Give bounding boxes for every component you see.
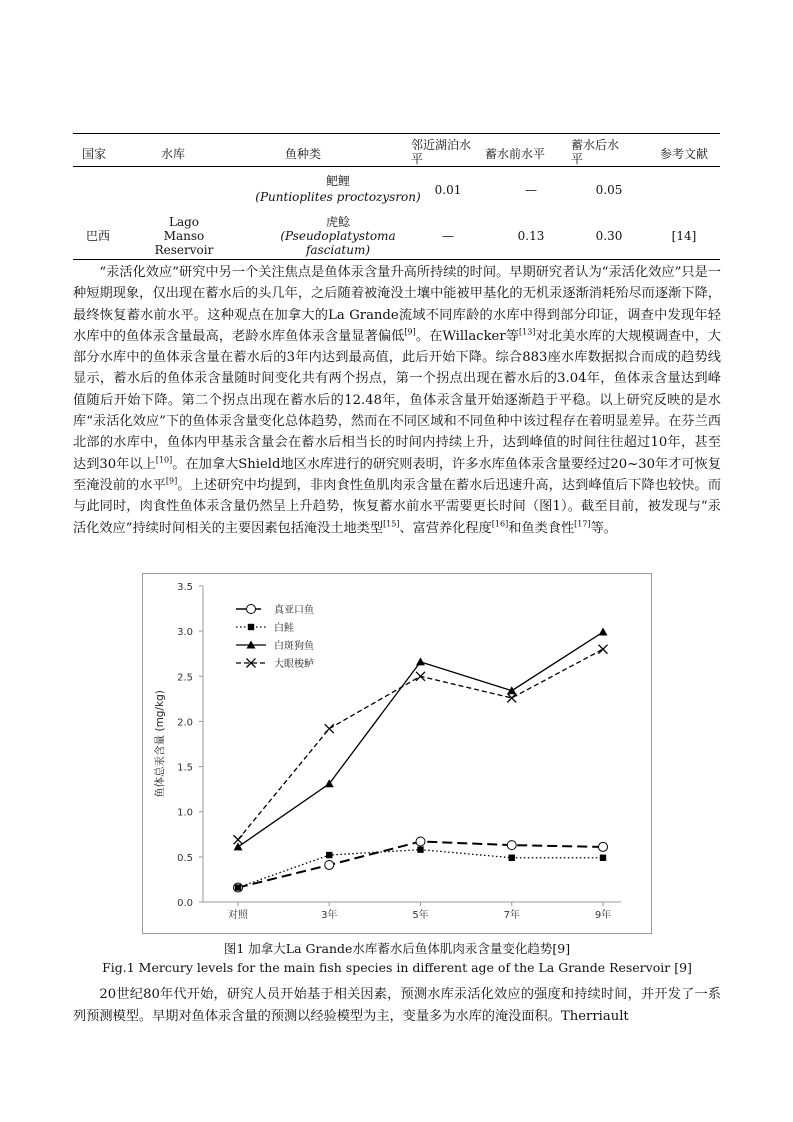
data-point — [416, 837, 425, 846]
y-tick-label: 0.0 — [177, 898, 193, 909]
x-tick-label: 7年 — [503, 910, 520, 921]
legend-marker — [248, 624, 254, 630]
series-line — [238, 850, 603, 888]
figure-caption-en: Fig.1 Mercury levels for the main fish species in different age of the La Grande Reservoir [9] — [102, 960, 692, 975]
data-point — [599, 628, 608, 636]
species-cn: 虎鲶 — [325, 215, 350, 229]
paragraph-text: 20世纪80年代开始，研究人员开始基于相关因素，预测水库汞活化效应的强度和持续时间，并开发了一系列预测模型。早期对鱼体汞含量的预测以经验模型为主，变量多为水库的淹没面积。Therriault — [73, 987, 721, 1024]
text-run: “汞活化效应”研究中另一个关注焦点是鱼体汞含量升高所持续的时间。早期研究者认为“汞活化效应”只是一种短期现象，仅出现在蓄水后的头几年，之后随着被淹没土壤中能被甲基化的无机汞逐渐消耗殆尽而逐渐下降，最终恢复蓄水前水平。这种观点在加拿大的La Grande流域不同库龄的水库中得到部分印证，调查中发现年轻水库中的鱼体汞含量最高，老龄水库鱼体汞含量显著偏低 — [73, 265, 721, 344]
header-reference: 参考文献 — [660, 147, 709, 161]
header-country: 国家 — [82, 147, 107, 161]
citation: [9] — [165, 476, 178, 486]
figure-caption-cn: 图1 加拿大La Grande水库蓄水后鱼体肌肉汞含量变化趋势[9] — [223, 941, 571, 956]
data-point — [326, 852, 332, 858]
species-cn: 鲃鲤 — [325, 174, 350, 188]
data-point — [507, 841, 516, 850]
line-chart — [143, 574, 651, 933]
after-level: 0.05 — [595, 183, 623, 197]
x-tick-label: 9年 — [594, 910, 612, 921]
text-run: 。在Willacker等 — [415, 328, 519, 344]
table-header-rule — [73, 166, 720, 167]
header-reservoir: 水库 — [161, 147, 186, 161]
table-row — [73, 174, 720, 214]
data-point — [235, 884, 241, 890]
y-tick-label: 1.5 — [177, 762, 193, 774]
citation: [16] — [491, 519, 509, 529]
text-run: 。上述研究中均提到，非肉食性鱼肌肉汞含量在蓄水后迅速升高，达到峰值后下降也较快。而与此同时，肉食性鱼体汞含量仍然呈上升趋势，恢复蓄水前水平需要更长时间（图1）。截至目前，被发现与“汞活化效应”持续时间相关的主要因素包括淹没土地类型 — [73, 477, 722, 536]
data-point — [325, 860, 334, 869]
data-point — [599, 842, 608, 851]
lake-level: — — [442, 229, 454, 243]
citation: [13] — [519, 327, 536, 337]
table-header — [73, 134, 720, 174]
y-tick-label: 1.0 — [177, 807, 193, 819]
figure-frame — [142, 573, 652, 934]
header-before-level: 蓄水前水平 — [485, 147, 546, 161]
body-paragraph — [73, 262, 721, 539]
paragraph-text — [73, 262, 721, 539]
text-run: 。在加拿大Shield地区水库进行的研究则表明，许多水库鱼体汞含量要经过20~30年才可恢复至淹没前的水平 — [73, 456, 722, 493]
lake-level: 0.01 — [434, 183, 462, 197]
header-species: 鱼种类 — [285, 147, 322, 161]
text-run: 等。 — [590, 520, 617, 536]
body-paragraph-2 — [73, 984, 721, 1027]
y-tick-label: 3.0 — [177, 627, 193, 639]
y-tick-label: 0.5 — [177, 852, 193, 864]
citation: [10] — [155, 455, 173, 465]
reference: [14] — [671, 229, 697, 243]
text-run: 对北美水库的大规模调查中，大部分水库中的鱼体汞含量在蓄水后的3年内达到最高值，此后开始下降。综合883座水库数据拟合而成的趋势线显示，蓄水后的鱼体汞含量随时间变化共有两个拐点，第一个拐点出现在蓄水后的3.04年，鱼体汞含量达到峰值随后开始下降。第二个拐点出现在蓄水后的12.48年，鱼体汞含量开始逐渐趋于平稳。以上研究反映的是水库“汞活化效应”下的鱼体汞含量变化总体趋势，然而在不同区域和不同鱼种中该过程存在着明显差异。在芬兰西北部的水库中，鱼体内甲基汞含量会在蓄水后相当长的时间内持续上升，达到峰值的时间往往超过10年，甚至达到30年以上 — [73, 328, 722, 472]
data-point — [509, 855, 515, 861]
data-point — [325, 724, 334, 733]
series-line — [238, 649, 603, 840]
citation: [9] — [404, 327, 416, 337]
text-run: 、富营养化程度 — [399, 520, 492, 536]
data-point — [416, 657, 425, 665]
legend-marker — [247, 605, 256, 614]
data-point — [416, 672, 425, 681]
y-tick-label: 2.0 — [177, 717, 193, 729]
legend-label: 真亚口鱼 — [274, 605, 314, 616]
citation: [17] — [574, 519, 591, 529]
y-axis-label: 鱼体总汞含量 (mg/kg) — [154, 690, 166, 798]
before-level: — — [525, 183, 537, 197]
x-tick-label: 5年 — [412, 910, 429, 921]
y-tick-label: 2.5 — [177, 672, 193, 684]
before-level: 0.13 — [517, 229, 545, 243]
table-bottom-rule — [73, 259, 720, 260]
legend-label: 大眼梭鲈 — [274, 659, 314, 670]
species-latin: (Pseudoplatystoma fasciatum) — [280, 229, 396, 257]
data-point — [507, 693, 516, 702]
legend-label: 白斑狗鱼 — [274, 641, 314, 652]
x-tick-label: 3年 — [321, 910, 338, 921]
header-lake-level: 邻近湖泊水平 — [411, 138, 472, 166]
x-tick-label: 对照 — [228, 910, 248, 921]
data-point — [417, 846, 423, 852]
data-point — [600, 855, 606, 861]
after-level: 0.30 — [595, 229, 623, 243]
legend-label: 白鲑 — [274, 623, 294, 634]
citation: [15] — [383, 519, 400, 529]
y-tick-label: 3.5 — [177, 582, 193, 593]
data-point — [599, 645, 608, 654]
header-after-level: 蓄水后水平 — [571, 138, 620, 166]
species-latin: (Puntioplites proctozysron) — [255, 190, 421, 204]
text-run: 和鱼类食性 — [508, 520, 575, 536]
table-row — [73, 215, 720, 259]
country: 巴西 — [85, 229, 110, 243]
reservoir: Lago Manso Reservoir — [154, 215, 214, 257]
